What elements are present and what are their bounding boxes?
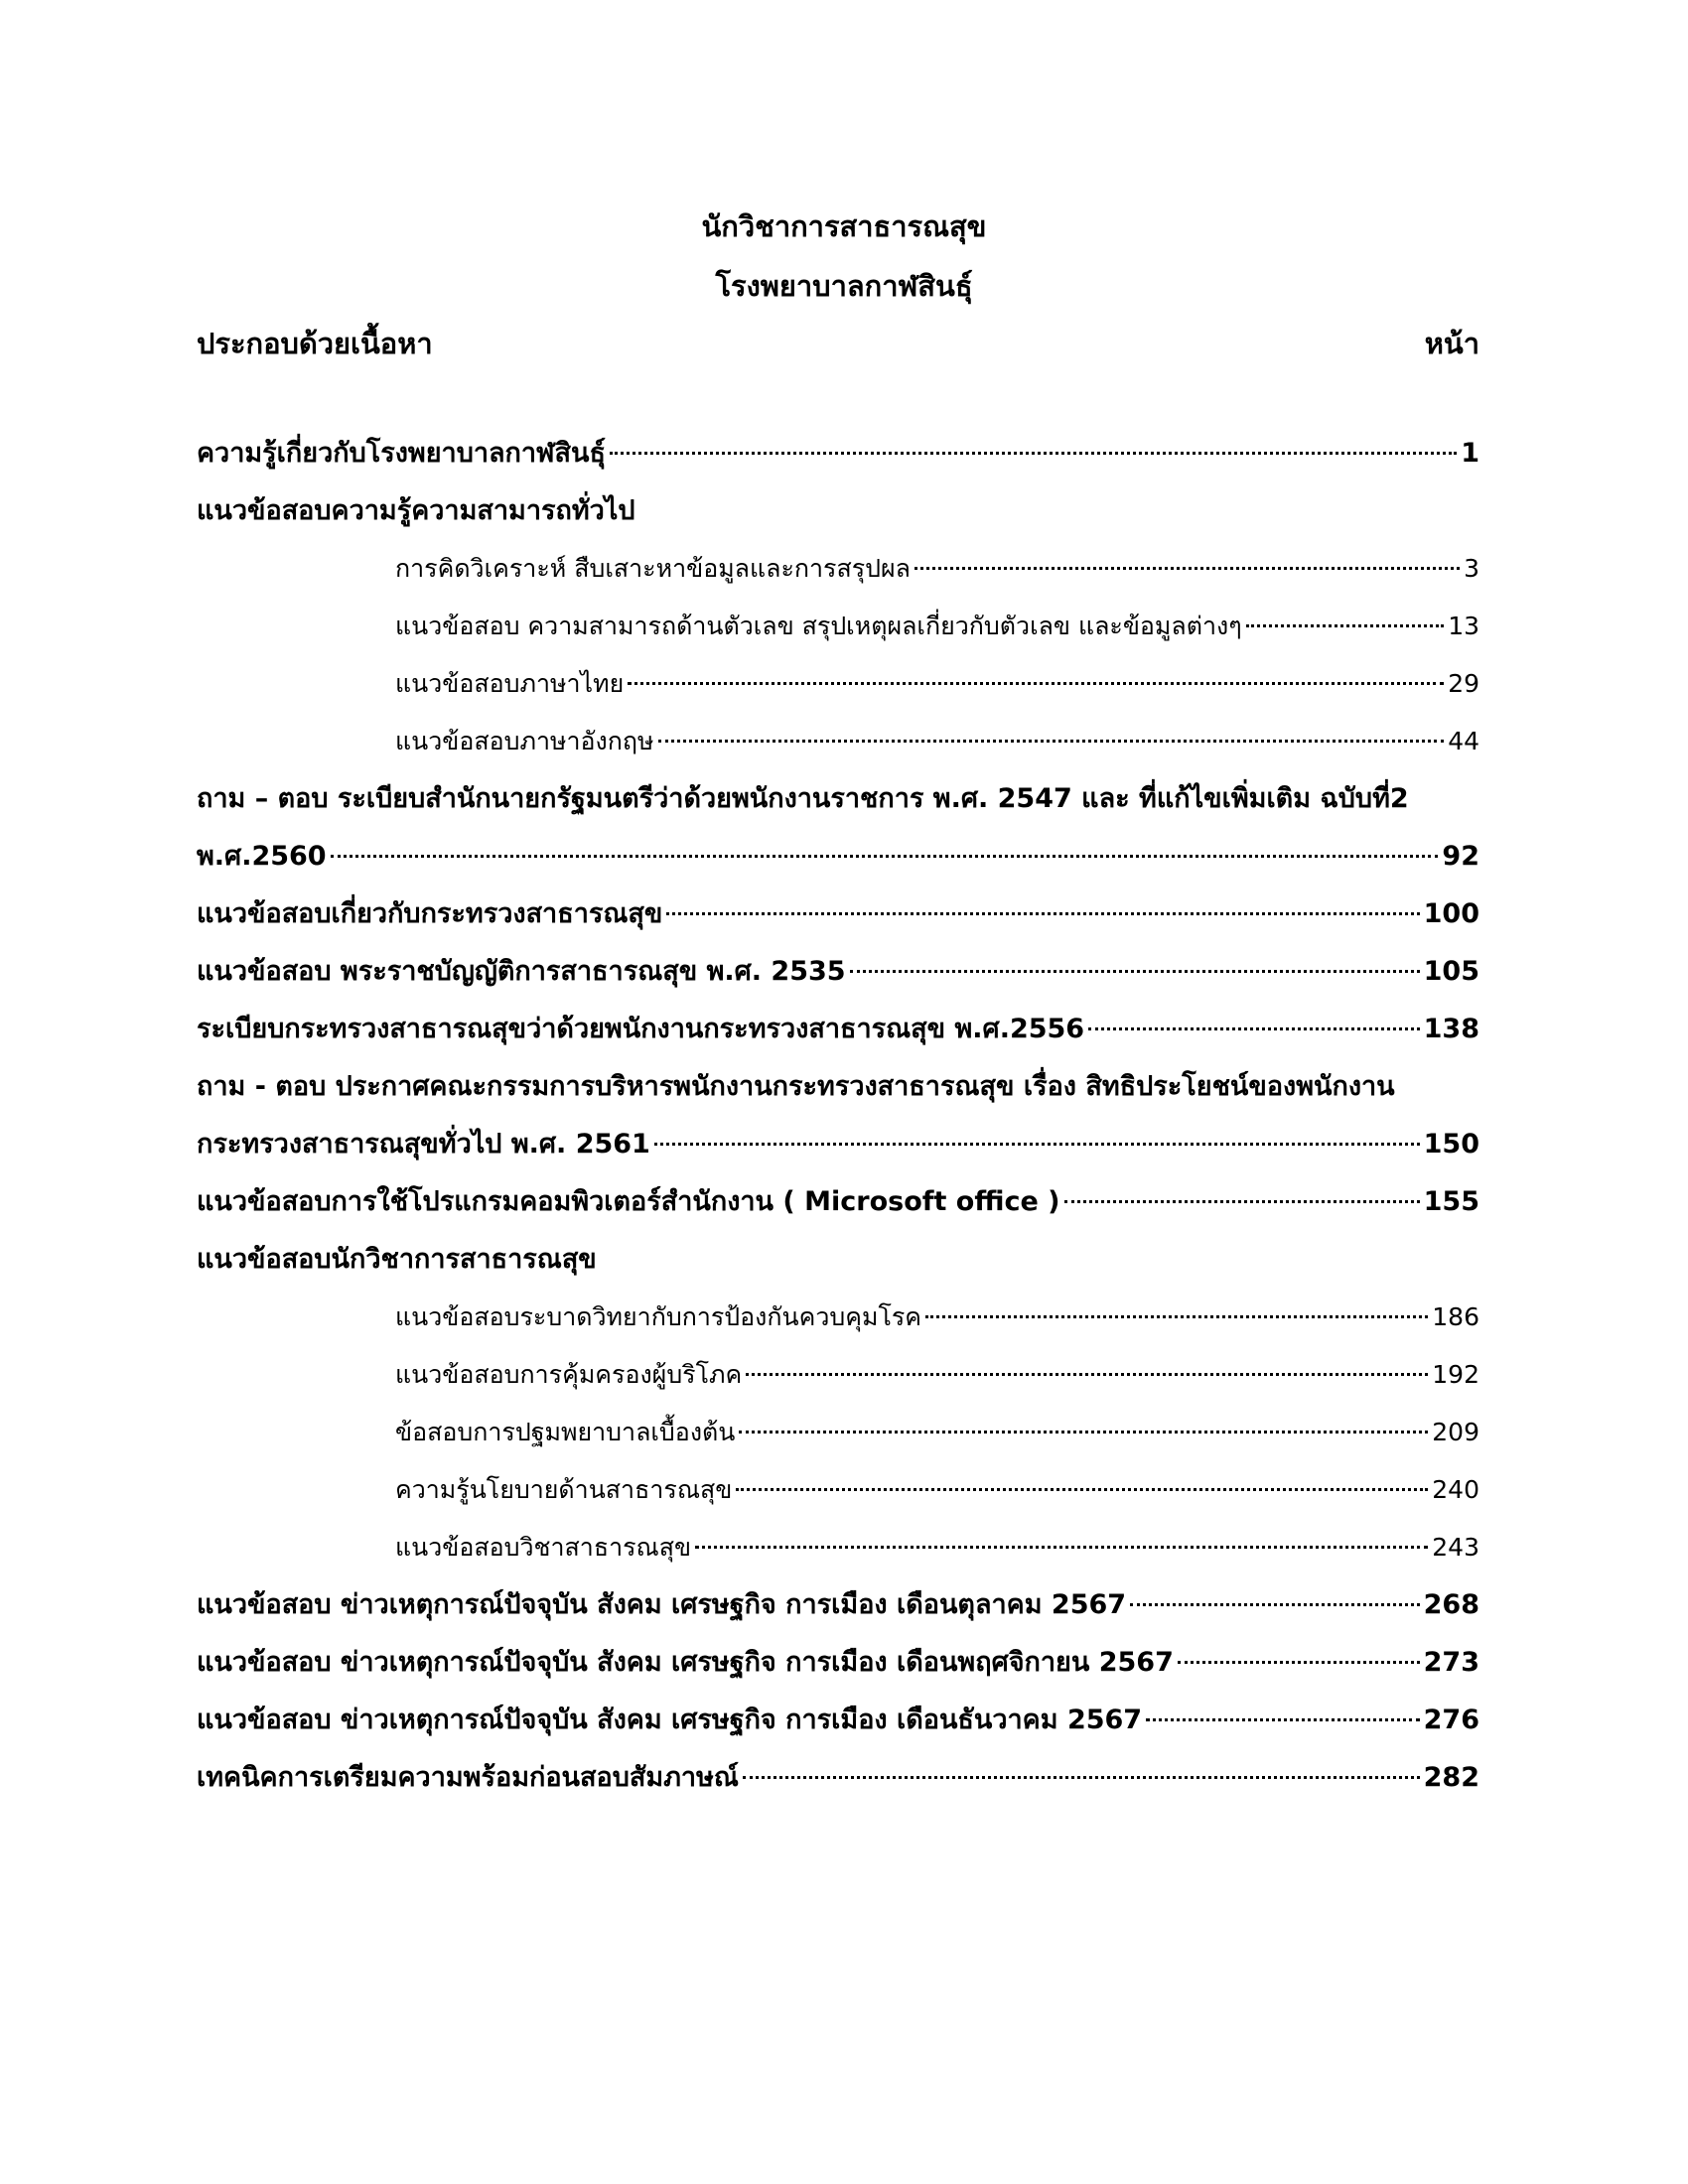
toc-entry [197, 1009, 1479, 1050]
toc-subentry-label: แนวข้อสอบวิชาสาธารณสุข [395, 1533, 692, 1562]
toc-subentry-page: 209 [1432, 1418, 1479, 1446]
toc-entry-label: กระทรวงสาธารณสุขทั่วไป พ.ศ. 2561 [197, 1129, 650, 1160]
toc-subentry [395, 721, 1479, 762]
toc-subentry-page: 192 [1432, 1360, 1479, 1389]
toc-subentry [395, 663, 1479, 705]
dot-leader [1088, 1027, 1420, 1030]
toc-entry-label: แนวข้อสอบ ข่าวเหตุการณ์ปัจจุบัน สังคม เศรษฐกิจ การเมือง เดือนพฤศจิกายน 2567 [197, 1647, 1174, 1678]
dot-leader [914, 567, 1460, 570]
toc-subentry-page: 44 [1448, 727, 1479, 755]
toc-subentry [395, 1469, 1479, 1511]
toc-entry-page: 268 [1423, 1589, 1479, 1620]
toc-section-heading [197, 490, 1479, 532]
dot-leader [1178, 1661, 1420, 1664]
toc-entry-page: 1 [1461, 438, 1479, 469]
page-column-heading: หน้า [1424, 327, 1479, 360]
toc-entry-label: แนวข้อสอบ พระราชบัญญัติการสาธารณสุข พ.ศ. 2535 [197, 956, 846, 987]
toc-entry-label: พ.ศ.2560 [197, 841, 327, 872]
toc-entry-label: ระเบียบกระทรวงสาธารณสุขว่าด้วยพนักงานกระทรวงสาธารณสุข พ.ศ.2556 [197, 1014, 1085, 1044]
toc-subentry-label: แนวข้อสอบการคุ้มครองผู้บริโภค [395, 1360, 743, 1389]
toc-entry-label: แนวข้อสอบเกี่ยวกับกระทรวงสาธารณสุข [197, 898, 663, 929]
toc-subentry-page: 240 [1432, 1475, 1479, 1504]
toc-entry-page: 100 [1423, 898, 1479, 929]
toc-entry-page: 138 [1423, 1014, 1479, 1044]
toc-entry-first-line: ถาม – ตอบ ระเบียบสำนักนายกรัฐมนตรีว่าด้วยพนักงานราชการ พ.ศ. 2547 และ ที่แก้ไขเพิ่มเติม ฉบับที่2 [197, 783, 1409, 814]
toc-entry-page: 105 [1423, 956, 1479, 987]
dot-leader [1064, 1200, 1420, 1203]
toc-subentry-label: การคิดวิเคราะห์ สืบเสาะหาข้อมูลและการสรุปผล [395, 554, 911, 583]
toc-entry-page: 92 [1442, 841, 1479, 872]
toc-subentry-label: แนวข้อสอบ ความสามารถด้านตัวเลข สรุปเหตุผลเกี่ยวกับตัวเลข และข้อมูลต่างๆ [395, 612, 1242, 640]
toc-entry [197, 1181, 1479, 1223]
toc-entry-page: 273 [1423, 1647, 1479, 1678]
toc-subentry-page: 243 [1432, 1533, 1479, 1562]
dot-leader [654, 1143, 1420, 1146]
toc-subentry-page: 3 [1464, 554, 1479, 583]
toc-entry [197, 1584, 1479, 1626]
toc-subentry-label: แนวข้อสอบระบาดวิทยากับการป้องกันควบคุมโรค [395, 1302, 922, 1331]
toc-subentry-label: แนวข้อสอบภาษาไทย [395, 669, 625, 698]
document-subtitle: โรงพยาบาลกาฬสินธุ์ [715, 269, 973, 303]
dot-leader [610, 452, 1457, 455]
toc-entry-first-line: ถาม - ตอบ ประกาศคณะกรรมการบริหารพนักงานกระทรวงสาธารณสุข เรื่อง สิทธิประโยชน์ของพนักงาน [197, 1071, 1395, 1102]
dot-leader [739, 1431, 1428, 1433]
dot-leader [331, 855, 1439, 858]
toc-entry [197, 1124, 1479, 1165]
dot-leader [666, 912, 1419, 915]
dot-leader [850, 970, 1420, 973]
toc-subentry-page: 186 [1432, 1302, 1479, 1331]
dot-leader [925, 1315, 1428, 1318]
toc-entry [197, 836, 1479, 878]
toc-subentry-label: แนวข้อสอบภาษาอังกฤษ [395, 727, 654, 755]
toc-entry [197, 1757, 1479, 1799]
toc-entry-label: แนวข้อสอบ ข่าวเหตุการณ์ปัจจุบัน สังคม เศรษฐกิจ การเมือง เดือนธันวาคม 2567 [197, 1705, 1143, 1735]
toc-subentry [395, 1354, 1479, 1396]
toc-subentry-page: 29 [1448, 669, 1479, 698]
toc-entry-page: 155 [1423, 1186, 1479, 1217]
dot-leader [1246, 624, 1445, 627]
toc-section-label: แนวข้อสอบความรู้ความสามารถทั่วไป [197, 495, 635, 526]
toc-entry [197, 433, 1479, 475]
toc-subentry [395, 1527, 1479, 1569]
toc-entry-page: 150 [1423, 1129, 1479, 1160]
toc-subentry [395, 548, 1479, 590]
toc-entry-label: เทคนิคการเตรียมความพร้อมก่อนสอบสัมภาษณ์ [197, 1762, 739, 1793]
toc-entry-page: 276 [1423, 1705, 1479, 1735]
toc-entry [197, 893, 1479, 935]
toc-entry [197, 1642, 1479, 1684]
toc-section-label: แนวข้อสอบนักวิชาการสาธารณสุข [197, 1244, 597, 1275]
toc-entry-label: ความรู้เกี่ยวกับโรงพยาบาลกาฬสินธุ์ [197, 438, 606, 469]
toc-entry-label: แนวข้อสอบ ข่าวเหตุการณ์ปัจจุบัน สังคม เศรษฐกิจ การเมือง เดือนตุลาคม 2567 [197, 1589, 1127, 1620]
dot-leader [658, 740, 1445, 743]
document-title: นักวิชาการสาธารณสุข [701, 209, 987, 243]
toc-section-heading [197, 1239, 1479, 1281]
dot-leader [736, 1488, 1428, 1491]
dot-leader [743, 1776, 1420, 1779]
toc-subentry [395, 1412, 1479, 1453]
dot-leader [1146, 1718, 1420, 1721]
toc-subentry [395, 606, 1479, 647]
dot-leader [628, 682, 1444, 685]
dot-leader [695, 1546, 1428, 1549]
toc-entry-page: 282 [1423, 1762, 1479, 1793]
toc-subentry [395, 1297, 1479, 1338]
dot-leader [746, 1373, 1428, 1376]
contents-heading: ประกอบด้วยเนื้อหา [197, 327, 433, 360]
toc-subentry-page: 13 [1448, 612, 1479, 640]
toc-subentry-label: ความรู้นโยบายด้านสาธารณสุข [395, 1475, 733, 1504]
toc-entry [197, 1700, 1479, 1741]
toc-entry-label: แนวข้อสอบการใช้โปรแกรมคอมพิวเตอร์สำนักงาน ( Microsoft office ) [197, 1186, 1060, 1217]
dot-leader [1130, 1603, 1420, 1606]
toc-subentry-label: ข้อสอบการปฐมพยาบาลเบื้องต้น [395, 1418, 736, 1446]
toc-entry [197, 951, 1479, 993]
